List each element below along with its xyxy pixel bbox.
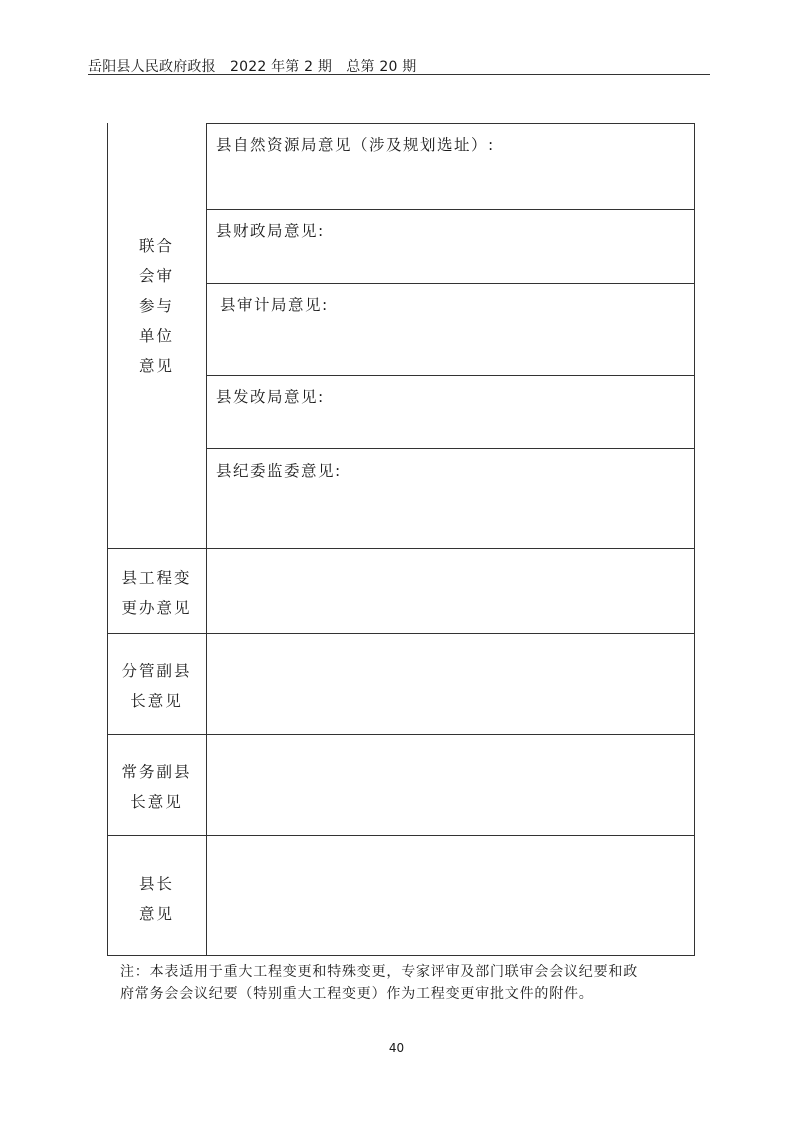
row-divider: [107, 835, 695, 836]
row-label-line: 县工程变: [121, 569, 192, 587]
header-rule: [88, 74, 710, 75]
executive-deputy-county-head-label: [107, 757, 206, 817]
audit-bureau-opinion: 县审计局意见:: [220, 296, 329, 314]
document-header: 岳阳县人民政府政报 2022 年第 2 期 总第 20 期: [88, 59, 417, 75]
table-top-border: [206, 123, 695, 124]
subrow-divider: [206, 448, 695, 449]
joint-review-label-line: 单位: [138, 327, 174, 345]
note-line: 府常务会会议纪要（特别重大工程变更）作为工程变更审批文件的附件。: [120, 986, 594, 1002]
subrow-divider: [206, 283, 695, 284]
row-label-line: 常务副县: [121, 763, 192, 781]
row-divider: [107, 734, 695, 735]
development-reform-opinion: 县发改局意见:: [216, 388, 325, 406]
table-column-divider: [206, 123, 207, 956]
table-note: [120, 961, 700, 1005]
table-bottom-border: [107, 955, 695, 956]
note-line: 注：本表适用于重大工程变更和特殊变更，专家评审及部门联审会会议纪要和政: [120, 964, 638, 980]
joint-review-label-line: 会审: [138, 267, 174, 285]
finance-bureau-opinion: 县财政局意见:: [216, 222, 325, 240]
approval-table: [107, 123, 695, 956]
row-label-line: 长意见: [130, 793, 183, 811]
row-label-line: 长意见: [130, 692, 183, 710]
joint-review-label-line: 意见: [138, 357, 174, 375]
deputy-county-head-label: [107, 656, 206, 716]
row-divider: [107, 633, 695, 634]
table-right-border: [694, 123, 695, 956]
row-label-line: 更办意见: [121, 599, 192, 617]
subrow-divider: [206, 375, 695, 376]
engineering-change-office-label: [107, 563, 206, 623]
natural-resources-opinion: 县自然资源局意见（涉及规划选址）:: [216, 136, 495, 154]
discipline-inspection-opinion: 县纪委监委意见:: [216, 462, 342, 480]
row-divider: [107, 548, 695, 549]
county-head-label: [107, 869, 206, 929]
joint-review-label-line: 参与: [138, 297, 174, 315]
joint-review-label: [107, 231, 206, 381]
page-number: 40: [388, 1041, 405, 1055]
subrow-divider: [206, 209, 695, 210]
row-label-line: 分管副县: [121, 662, 192, 680]
row-label-line: 县长: [138, 875, 174, 893]
row-label-line: 意见: [138, 905, 174, 923]
joint-review-label-line: 联合: [138, 237, 174, 255]
